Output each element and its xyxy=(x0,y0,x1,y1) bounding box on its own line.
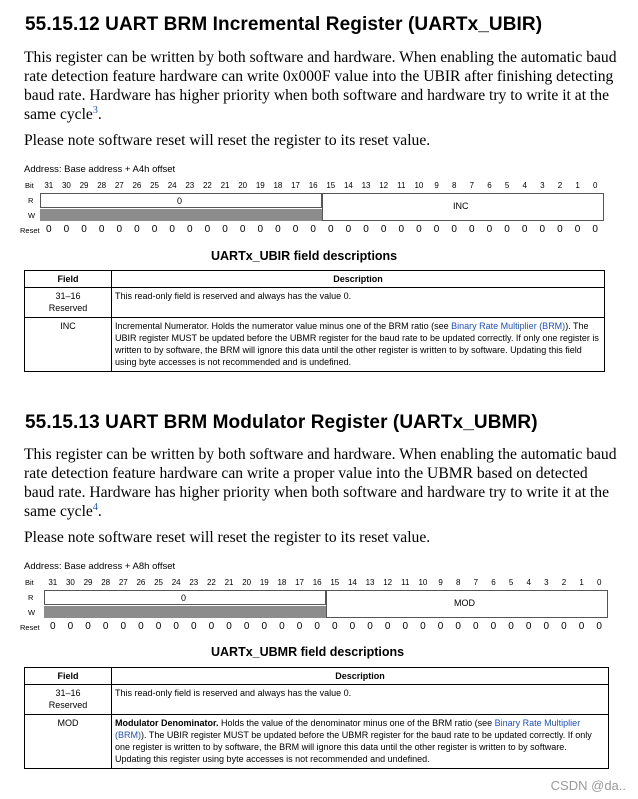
reset-value: 0 xyxy=(102,621,109,632)
bit-number: 20 xyxy=(242,578,252,587)
bit-number: 3 xyxy=(540,181,545,190)
bit-number: 30 xyxy=(65,578,75,587)
bit-number: 3 xyxy=(544,578,549,587)
reset-value: 0 xyxy=(116,224,123,235)
reset-value: 0 xyxy=(578,621,585,632)
bit-number: 22 xyxy=(206,578,216,587)
description-text: Incremental Numerator. Holds the numerator value minus one of the BRM ratio (see xyxy=(115,320,452,331)
section-ubir xyxy=(0,0,638,398)
bit-number: 7 xyxy=(469,181,475,190)
table-row xyxy=(25,288,605,318)
bit-number: 7 xyxy=(473,578,479,587)
bit-number: 30 xyxy=(61,181,71,190)
bit-number: 10 xyxy=(418,578,428,587)
bit-number: 22 xyxy=(202,181,212,190)
bit-number: 13 xyxy=(365,578,375,587)
description-text: ). The UBIR register MUST be updated before the UBMR register for the baud rate to be updated correctly. If only one register is written to by software, the BRM will ignore this data until the other register is written to by software. Updating this field using byte accesses is not recommended and is undefined. xyxy=(115,320,599,368)
bit-number: 14 xyxy=(343,181,353,190)
bit-number: 26 xyxy=(132,181,142,190)
reset-note: Please note software reset will reset the register to its reset value. xyxy=(24,132,431,149)
bit-number: 24 xyxy=(167,181,177,190)
description-cell: This read-only field is reserved and always has the value 0. xyxy=(112,288,605,318)
field-name: INC xyxy=(453,201,469,211)
bit-number: 11 xyxy=(401,578,410,587)
paragraph-text: This register can be written by both software and hardware. When enabling the automatic baud rate detection feature hardware can write a proper value into the UBMR based on detected baud rate. Hardware has higher priority when both software and hardware try to write it at the same cycle xyxy=(24,446,617,520)
reset-value: 0 xyxy=(261,621,268,632)
reset-value: 0 xyxy=(63,224,70,235)
watermark: CSDN @da.. xyxy=(550,778,626,793)
reset-value: 0 xyxy=(332,621,338,632)
bit-number: 8 xyxy=(451,181,457,190)
bit-number: 6 xyxy=(491,578,496,587)
field-cell: 31–16 Reserved xyxy=(25,685,112,715)
reset-label: Reset xyxy=(20,623,40,632)
reset-value: 0 xyxy=(155,621,162,632)
section-ubmr xyxy=(0,397,638,799)
reset-value: 0 xyxy=(204,224,211,235)
bit-number: 4 xyxy=(526,578,531,587)
table-caption: UARTx_UBMR field descriptions xyxy=(211,645,405,659)
reset-value: 0 xyxy=(557,224,563,235)
reset-value: 0 xyxy=(50,621,56,632)
header-description: Description xyxy=(112,668,609,685)
bit-number: 26 xyxy=(136,578,146,587)
reset-value: 0 xyxy=(169,224,175,235)
bit-number: 12 xyxy=(383,578,393,587)
field-description-table xyxy=(24,667,609,769)
reset-value: 0 xyxy=(296,621,303,632)
reserved-value: 0 xyxy=(181,593,187,603)
reset-value: 0 xyxy=(85,621,91,632)
reset-value: 0 xyxy=(574,224,581,235)
bit-number: 6 xyxy=(487,181,492,190)
bit-label: Bit xyxy=(25,181,34,190)
bit-number: 8 xyxy=(455,578,461,587)
field-cell: MOD xyxy=(25,714,112,768)
register-diagram xyxy=(0,180,638,260)
bit-number: 2 xyxy=(557,181,563,190)
bit-number: 1 xyxy=(579,578,584,587)
reset-value: 0 xyxy=(469,224,475,235)
paragraph-end: . xyxy=(97,503,102,520)
bit-number: 2 xyxy=(561,578,567,587)
reset-value: 0 xyxy=(363,224,369,235)
bit-number: 27 xyxy=(118,578,128,587)
write-label: W xyxy=(28,211,36,220)
reset-value: 0 xyxy=(384,621,391,632)
bit-number: 10 xyxy=(414,181,424,190)
section-heading: 55.15.12 UART BRM Incremental Register (UARTx_UBIR) xyxy=(25,14,543,35)
bit-number: 20 xyxy=(238,181,248,190)
bit-number: 31 xyxy=(48,578,58,587)
reset-value: 0 xyxy=(314,621,320,632)
bit-number: 27 xyxy=(114,181,124,190)
table-caption: UARTx_UBIR field descriptions xyxy=(211,249,398,263)
reset-value: 0 xyxy=(504,224,510,235)
reset-value: 0 xyxy=(521,224,528,235)
bit-number: 17 xyxy=(295,578,305,587)
bit-number: 24 xyxy=(171,578,181,587)
brm-link[interactable]: Binary Rate Multiplier (BRM) xyxy=(115,717,581,740)
reset-value: 0 xyxy=(226,621,232,632)
description-paragraph xyxy=(24,48,619,124)
bit-number: 17 xyxy=(291,181,301,190)
reset-value: 0 xyxy=(380,224,387,235)
description-cell xyxy=(112,714,609,768)
field-cell: 31–16 Reserved xyxy=(25,288,112,318)
bit-number: 31 xyxy=(44,181,54,190)
bit-number: 4 xyxy=(522,181,527,190)
reset-value: 0 xyxy=(292,224,299,235)
reset-value: 0 xyxy=(222,224,228,235)
bit-label: Bit xyxy=(25,578,34,587)
register-address: Address: Base address + A8h offset xyxy=(24,561,176,572)
bit-number: 21 xyxy=(224,578,234,587)
reset-value: 0 xyxy=(592,224,598,235)
reset-value: 0 xyxy=(451,224,457,235)
reset-value: 0 xyxy=(416,224,422,235)
bit-number: 9 xyxy=(434,181,439,190)
brm-link[interactable]: Binary Rate Multiplier (BRM) xyxy=(451,320,566,331)
reset-value: 0 xyxy=(349,621,356,632)
reset-value: 0 xyxy=(525,621,532,632)
reset-value: 0 xyxy=(46,224,52,235)
header-description: Description xyxy=(112,271,605,288)
bit-number: 28 xyxy=(101,578,111,587)
reserved-value: 0 xyxy=(177,196,183,206)
reset-value: 0 xyxy=(243,621,250,632)
reset-value: 0 xyxy=(437,621,444,632)
table-row xyxy=(25,685,609,715)
bit-number: 1 xyxy=(575,181,580,190)
section-heading: 55.15.13 UART BRM Modulator Register (UARTx_UBMR) xyxy=(25,412,538,433)
reset-value: 0 xyxy=(596,621,602,632)
bit-number: 25 xyxy=(154,578,164,587)
footnote-ref[interactable]: 3 xyxy=(92,104,98,116)
reset-value: 0 xyxy=(345,224,352,235)
bit-number: 21 xyxy=(220,181,230,190)
reset-value: 0 xyxy=(561,621,567,632)
bit-number: 5 xyxy=(504,181,510,190)
reset-value: 0 xyxy=(328,224,334,235)
reset-value: 0 xyxy=(310,224,316,235)
bit-number: 13 xyxy=(361,181,371,190)
field-name: MOD xyxy=(454,598,475,608)
header-field: Field xyxy=(25,271,112,288)
reset-value: 0 xyxy=(98,224,105,235)
bit-number: 18 xyxy=(273,181,283,190)
bit-number: 25 xyxy=(150,181,160,190)
paragraph-end: . xyxy=(97,106,102,123)
reset-value: 0 xyxy=(120,621,127,632)
reset-value: 0 xyxy=(490,621,497,632)
write-label: W xyxy=(28,608,36,617)
reset-value: 0 xyxy=(187,224,193,235)
header-field: Field xyxy=(25,668,112,685)
table-row xyxy=(25,714,609,768)
reset-value: 0 xyxy=(208,621,215,632)
read-label: R xyxy=(28,196,34,205)
reset-value: 0 xyxy=(543,621,550,632)
reset-value: 0 xyxy=(539,224,546,235)
reset-value: 0 xyxy=(402,621,409,632)
bit-number: 11 xyxy=(397,181,406,190)
reset-value: 0 xyxy=(455,621,461,632)
reserved-write-cell xyxy=(40,209,322,221)
bit-number: 15 xyxy=(330,578,340,587)
paragraph-text: This register can be written by both software and hardware. When enabling the automatic baud rate detection feature hardware can write 0x000F value into the UBIR after finishing detecting baud rate. Hardware has higher priority when both software and hardware try to write it at the same cycle xyxy=(24,49,617,123)
reset-value: 0 xyxy=(151,224,158,235)
bit-number: 18 xyxy=(277,578,287,587)
reserved-write-cell xyxy=(44,606,326,618)
bit-number: 15 xyxy=(326,181,336,190)
bit-number: 29 xyxy=(79,181,89,190)
table-row xyxy=(25,317,605,371)
reset-note: Please note software reset will reset the register to its reset value. xyxy=(24,529,431,546)
reset-value: 0 xyxy=(239,224,246,235)
description-cell xyxy=(112,317,605,371)
reset-value: 0 xyxy=(279,621,285,632)
reset-value: 0 xyxy=(420,621,426,632)
bit-number: 29 xyxy=(83,578,93,587)
table-header-row xyxy=(25,668,609,685)
read-label: R xyxy=(28,593,34,602)
table-header-row xyxy=(25,271,605,288)
bit-number: 14 xyxy=(347,578,357,587)
footnote-ref[interactable]: 4 xyxy=(92,501,98,513)
bit-number: 5 xyxy=(508,578,514,587)
bit-number: 19 xyxy=(255,181,265,190)
bit-number: 23 xyxy=(185,181,195,190)
bit-number: 16 xyxy=(312,578,322,587)
bit-number: 0 xyxy=(592,181,598,190)
reset-value: 0 xyxy=(398,224,405,235)
field-title: Modulator Denominator. xyxy=(115,717,219,728)
bit-number: 9 xyxy=(438,578,443,587)
reset-value: 0 xyxy=(138,621,144,632)
description-text: Holds the value of the denominator minus one of the BRM ratio (see xyxy=(218,717,495,728)
description-paragraph xyxy=(24,445,619,521)
bit-number: 0 xyxy=(596,578,602,587)
reset-value: 0 xyxy=(81,224,87,235)
bit-number: 19 xyxy=(259,578,269,587)
reset-value: 0 xyxy=(508,621,514,632)
reset-value: 0 xyxy=(433,224,440,235)
field-description-table xyxy=(24,270,605,372)
bit-number: 23 xyxy=(189,578,199,587)
description-text: ). The UBIR register MUST be updated before the UBMR register for the baud rate to be updated correctly. If only one register is written to by software, the BRM will ignore this data until the other register is written to by software. Updating this register using byte accesses is not recommended and undefined. xyxy=(115,729,592,765)
bit-number: 12 xyxy=(379,181,389,190)
bit-number: 28 xyxy=(97,181,107,190)
reset-label: Reset xyxy=(20,226,40,235)
reset-value: 0 xyxy=(134,224,140,235)
field-cell: INC xyxy=(25,317,112,371)
reset-value: 0 xyxy=(367,621,373,632)
description-cell: This read-only field is reserved and always has the value 0. xyxy=(112,685,609,715)
reset-value: 0 xyxy=(173,621,179,632)
reset-value: 0 xyxy=(191,621,197,632)
register-address: Address: Base address + A4h offset xyxy=(24,164,176,175)
reset-value: 0 xyxy=(257,224,264,235)
reset-value: 0 xyxy=(486,224,493,235)
reset-value: 0 xyxy=(67,621,74,632)
bit-number: 16 xyxy=(308,181,318,190)
reset-value: 0 xyxy=(275,224,281,235)
reset-value: 0 xyxy=(473,621,479,632)
